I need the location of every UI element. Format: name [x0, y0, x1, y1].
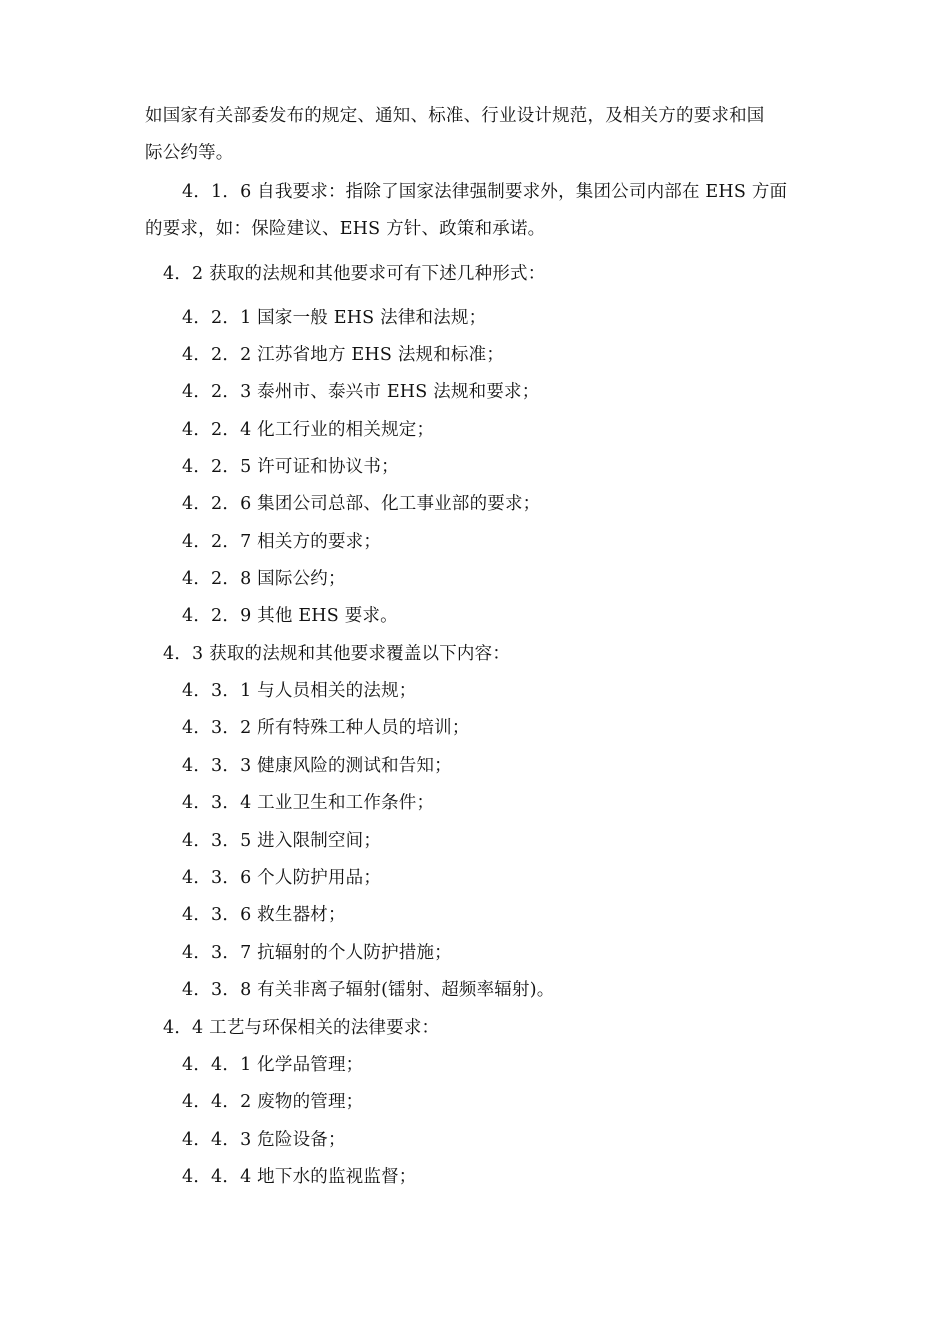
- item-4-1-6-line-2: 的要求，如：保险建议、EHS 方针、政策和承诺。: [145, 219, 546, 239]
- section-4-2-heading: 4．2 获取的法规和其他要求可有下述几种形式：: [163, 264, 546, 284]
- paragraph-continuation-line-2: 际公约等。: [145, 143, 234, 163]
- list-item: 4．4．4 地下水的监视监督；: [182, 1167, 417, 1187]
- list-item: 4．3．4 工业卫生和工作条件；: [182, 793, 435, 813]
- list-item: 4．3．6 个人防护用品；: [182, 868, 382, 888]
- list-item: 4．3．1 与人员相关的法规；: [182, 681, 417, 701]
- list-item: 4．3．8 有关非离子辐射(镭射、超频率辐射)。: [182, 980, 555, 1000]
- section-4-3-heading: 4．3 获取的法规和其他要求覆盖以下内容：: [163, 644, 511, 664]
- list-item: 4．2．9 其他 EHS 要求。: [182, 606, 398, 626]
- list-item: 4．3．5 进入限制空间；: [182, 831, 382, 851]
- list-item: 4．2．3 泰州市、泰兴市 EHS 法规和要求；: [182, 382, 540, 402]
- list-item: 4．4．3 危险设备；: [182, 1130, 346, 1150]
- list-item: 4．2．6 集团公司总部、化工事业部的要求；: [182, 494, 541, 514]
- section-4-4-heading: 4．4 工艺与环保相关的法律要求：: [163, 1018, 440, 1038]
- list-item: 4．2．5 许可证和协议书；: [182, 457, 399, 477]
- list-item: 4．4．1 化学品管理；: [182, 1055, 364, 1075]
- list-item: 4．3．6 救生器材；: [182, 905, 346, 925]
- list-item: 4．3．7 抗辐射的个人防护措施；: [182, 943, 452, 963]
- list-item: 4．2．4 化工行业的相关规定；: [182, 420, 435, 440]
- list-item: 4．2．1 国家一般 EHS 法律和法规；: [182, 308, 487, 328]
- list-item: 4．2．8 国际公约；: [182, 569, 346, 589]
- list-item: 4．3．2 所有特殊工种人员的培训；: [182, 718, 470, 738]
- list-item: 4．2．7 相关方的要求；: [182, 532, 382, 552]
- list-item: 4．4．2 废物的管理；: [182, 1092, 364, 1112]
- paragraph-continuation-line-1: 如国家有关部委发布的规定、通知、标准、行业设计规范，及相关方的要求和国: [145, 106, 765, 126]
- list-item: 4．3．3 健康风险的测试和告知；: [182, 756, 452, 776]
- item-4-1-6-line-1: 4．1．6 自我要求：指除了国家法律强制要求外，集团公司内部在 EHS 方面: [182, 182, 788, 202]
- list-item: 4．2．2 江苏省地方 EHS 法规和标准；: [182, 345, 505, 365]
